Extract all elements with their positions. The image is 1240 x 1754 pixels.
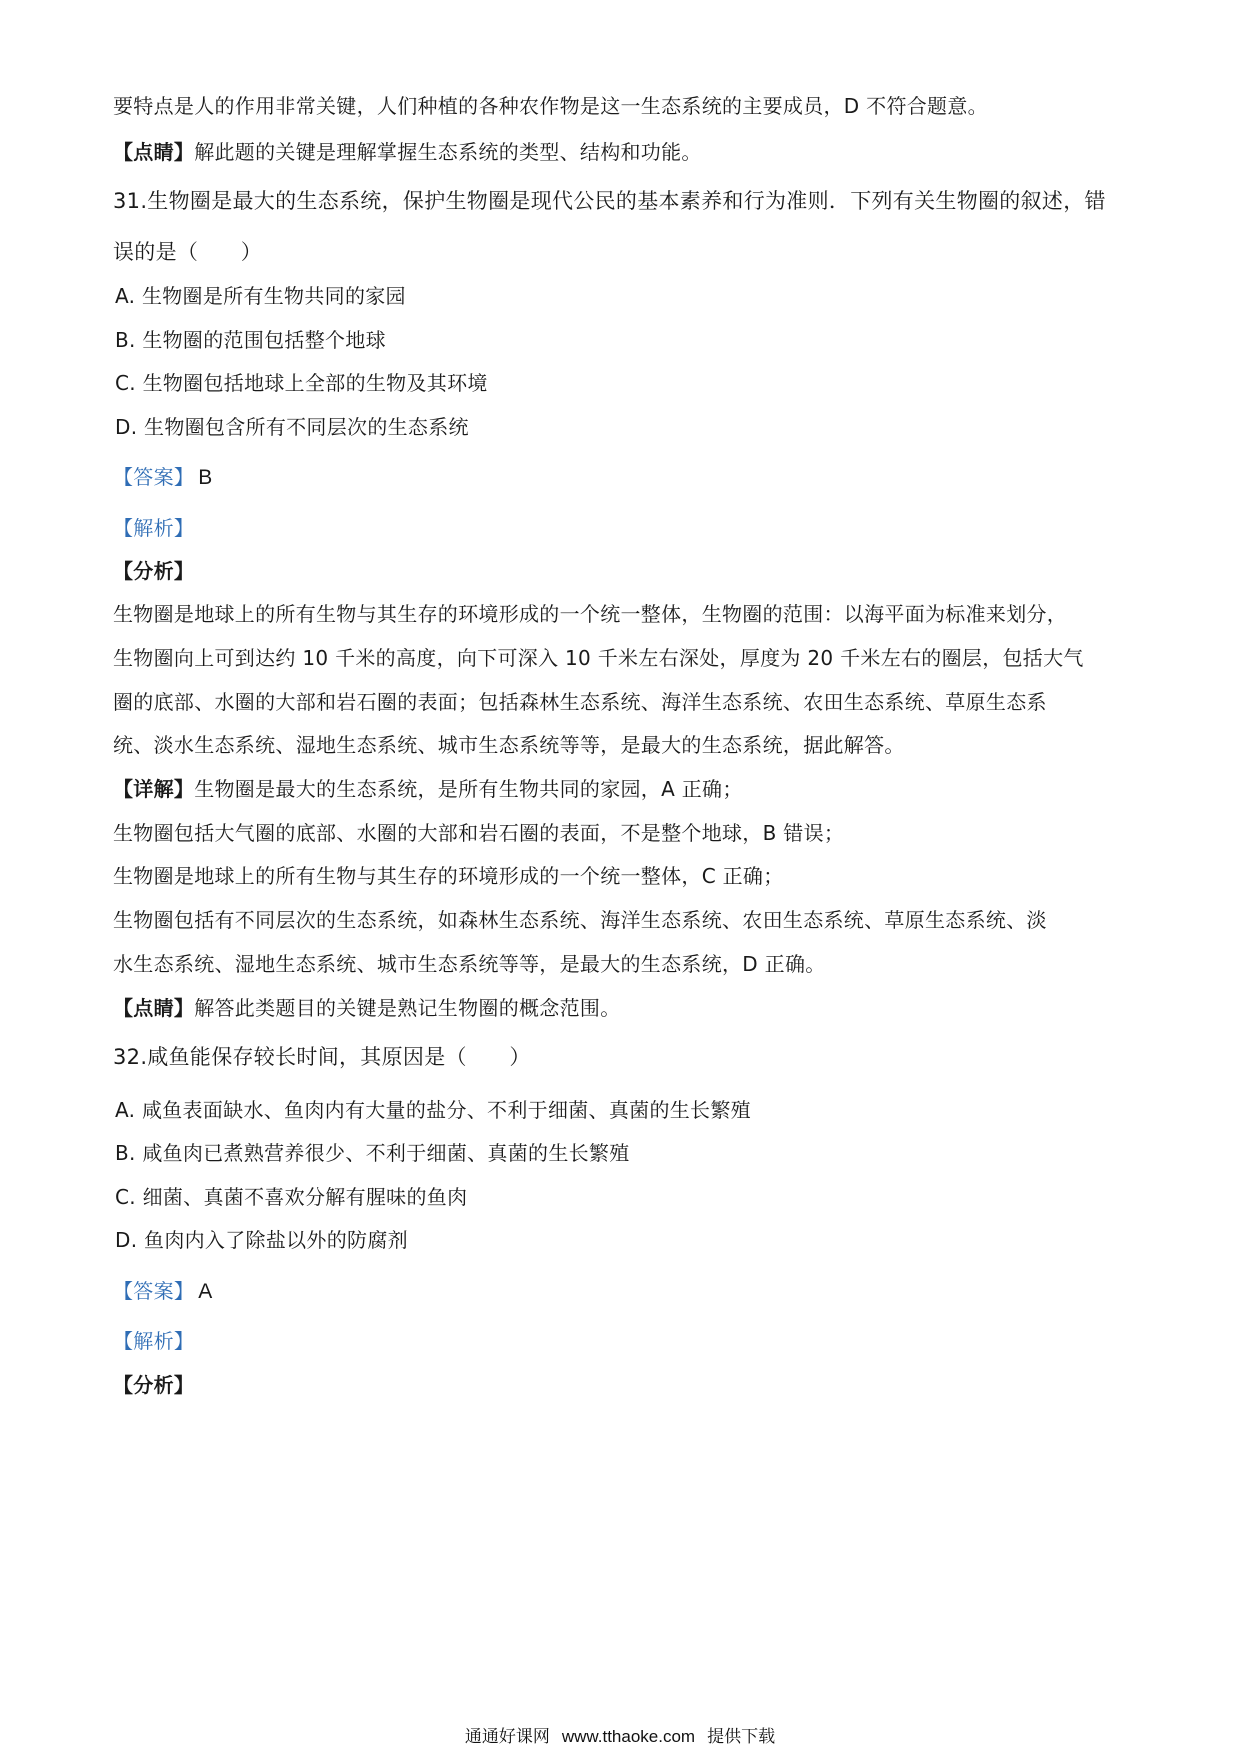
q31-xiangjie — [113, 775, 743, 803]
answer-value: A — [198, 1280, 213, 1303]
q31-fenxi-tag: 【分析】 — [113, 559, 195, 583]
dianjing-tag: 【点睛】 — [113, 996, 195, 1020]
q32-title: 32.咸鱼能保存较长时间，其原因是（ ） — [113, 1045, 531, 1069]
xiangjie-tag: 【详解】 — [113, 777, 195, 801]
q31-xiangjie-line: 生物圈包括大气圈的底部、水圈的大部和岩石圈的表面，不是整个地球，B 错误； — [113, 821, 845, 845]
q31-title-line2: 误的是（ ） — [113, 240, 263, 264]
q32-option-b: B. 咸鱼肉已煮熟营养很少、不利于细菌、真菌的生长繁殖 — [115, 1141, 630, 1165]
xiangjie-text: 生物圈是最大的生态系统，是所有生物共同的家园，A 正确； — [194, 777, 743, 801]
q32-fenxi-tag: 【分析】 — [113, 1373, 195, 1397]
q31-title-line1: 31.生物圈是最大的生态系统，保护生物圈是现代公民的基本素养和行为准则．下列有关生物圈的叙述，错 — [113, 189, 1106, 213]
footer-note: 提供下载 — [707, 1727, 776, 1746]
dianjing-tag: 【点睛】 — [113, 140, 195, 164]
q31-fenxi-line: 统、淡水生态系统、湿地生态系统、城市生态系统等等，是最大的生态系统，据此解答。 — [113, 733, 905, 757]
q31-fenxi-line: 圈的底部、水圈的大部和岩石圈的表面；包括森林生态系统、海洋生态系统、农田生态系统、草原生态系 — [113, 690, 1047, 714]
footer-url[interactable]: www.tthaoke.com — [561, 1727, 696, 1746]
answer-tag: 【答案】 — [113, 1279, 195, 1303]
q31-fenxi-line: 生物圈是地球上的所有生物与其生存的环境形成的一个统一整体，生物圈的范围：以海平面为标准来划分， — [113, 602, 1068, 626]
q31-xiangjie-line: 生物圈是地球上的所有生物与其生存的环境形成的一个统一整体，C 正确； — [113, 864, 784, 888]
q32-option-c: C. 细菌、真菌不喜欢分解有腥味的鱼肉 — [115, 1185, 468, 1209]
page-footer — [0, 1725, 1240, 1749]
q31-option-a: A. 生物圈是所有生物共同的家园 — [115, 284, 406, 308]
answer-tag: 【答案】 — [113, 465, 195, 489]
q32-option-a: A. 咸鱼表面缺水、鱼肉内有大量的盐分、不利于细菌、真菌的生长繁殖 — [115, 1098, 751, 1122]
q31-option-b: B. 生物圈的范围包括整个地球 — [115, 328, 386, 352]
q32-answer — [113, 1277, 213, 1306]
q31-fenxi-line: 生物圈向上可到达约 10 千米的高度，向下可深入 10 千米左右深处，厚度为 20 千米左右的圈层，包括大气 — [113, 646, 1084, 670]
q32-jiexi-tag: 【解析】 — [113, 1329, 195, 1353]
q31-option-d: D. 生物圈包含所有不同层次的生态系统 — [115, 415, 469, 439]
dianjing-text: 解此题的关键是理解掌握生态系统的类型、结构和功能。 — [194, 140, 702, 164]
q31-option-c: C. 生物圈包括地球上全部的生物及其环境 — [115, 371, 488, 395]
q31-xiangjie-line: 水生态系统、湿地生态系统、城市生态系统等等，是最大的生态系统，D 正确。 — [113, 952, 826, 976]
q31-dianjing — [113, 994, 621, 1022]
q31-answer — [113, 463, 213, 492]
footer-site-name: 通通好课网 — [464, 1727, 550, 1746]
dianjing-text: 解答此类题目的关键是熟记生物圈的概念范围。 — [194, 996, 621, 1020]
prev-analysis-line: 要特点是人的作用非常关键，人们种植的各种农作物是这一生态系统的主要成员，D 不符合题意。 — [113, 94, 988, 118]
answer-value: B — [198, 466, 213, 489]
q31-jiexi-tag: 【解析】 — [113, 516, 195, 540]
q31-xiangjie-line: 生物圈包括有不同层次的生态系统，如森林生态系统、海洋生态系统、农田生态系统、草原生态系统、淡 — [113, 908, 1047, 932]
q32-option-d: D. 鱼肉内入了除盐以外的防腐剂 — [115, 1228, 408, 1252]
prev-dianjing — [113, 138, 702, 166]
